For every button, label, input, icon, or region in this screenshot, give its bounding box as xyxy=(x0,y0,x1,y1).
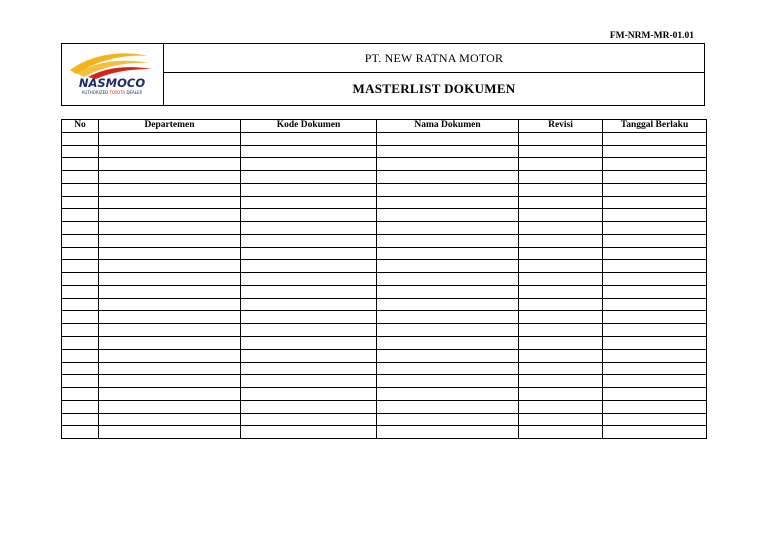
cell-departemen[interactable] xyxy=(99,260,241,273)
cell-nama-dokumen[interactable] xyxy=(377,413,519,426)
cell-departemen[interactable] xyxy=(99,171,241,184)
cell-revisi[interactable] xyxy=(519,132,603,145)
cell-no[interactable] xyxy=(62,158,99,171)
cell-revisi[interactable] xyxy=(519,171,603,184)
cell-kode-dokumen[interactable] xyxy=(241,132,377,145)
cell-tanggal-berlaku[interactable] xyxy=(603,273,707,286)
cell-tanggal-berlaku[interactable] xyxy=(603,362,707,375)
cell-nama-dokumen[interactable] xyxy=(377,196,519,209)
cell-no[interactable] xyxy=(62,349,99,362)
cell-kode-dokumen[interactable] xyxy=(241,388,377,401)
cell-no[interactable] xyxy=(62,388,99,401)
cell-nama-dokumen[interactable] xyxy=(377,285,519,298)
cell-no[interactable] xyxy=(62,260,99,273)
cell-revisi[interactable] xyxy=(519,247,603,260)
column-header-no: No xyxy=(62,120,99,133)
cell-kode-dokumen[interactable] xyxy=(241,375,377,388)
table-row xyxy=(62,196,707,209)
cell-no[interactable] xyxy=(62,400,99,413)
cell-no[interactable] xyxy=(62,222,99,235)
cell-no[interactable] xyxy=(62,132,99,145)
table-row xyxy=(62,158,707,171)
cell-nama-dokumen[interactable] xyxy=(377,260,519,273)
cell-kode-dokumen[interactable] xyxy=(241,337,377,350)
cell-nama-dokumen[interactable] xyxy=(377,158,519,171)
cell-kode-dokumen[interactable] xyxy=(241,145,377,158)
cell-nama-dokumen[interactable] xyxy=(377,375,519,388)
table-row xyxy=(62,222,707,235)
cell-nama-dokumen[interactable] xyxy=(377,324,519,337)
cell-departemen[interactable] xyxy=(99,400,241,413)
column-header-nama-dokumen: Nama Dokumen xyxy=(377,120,519,133)
cell-tanggal-berlaku[interactable] xyxy=(603,222,707,235)
table-row xyxy=(62,362,707,375)
cell-nama-dokumen[interactable] xyxy=(377,337,519,350)
cell-no[interactable] xyxy=(62,362,99,375)
cell-nama-dokumen[interactable] xyxy=(377,183,519,196)
table-row xyxy=(62,400,707,413)
cell-departemen[interactable] xyxy=(99,337,241,350)
cell-revisi[interactable] xyxy=(519,222,603,235)
cell-no[interactable] xyxy=(62,311,99,324)
cell-nama-dokumen[interactable] xyxy=(377,311,519,324)
cell-tanggal-berlaku[interactable] xyxy=(603,413,707,426)
cell-revisi[interactable] xyxy=(519,260,603,273)
table-header-row xyxy=(62,120,707,133)
cell-kode-dokumen[interactable] xyxy=(241,324,377,337)
cell-tanggal-berlaku[interactable] xyxy=(603,337,707,350)
cell-departemen[interactable] xyxy=(99,362,241,375)
cell-no[interactable] xyxy=(62,145,99,158)
table-row xyxy=(62,349,707,362)
cell-tanggal-berlaku[interactable] xyxy=(603,171,707,184)
cell-tanggal-berlaku[interactable] xyxy=(603,298,707,311)
table-row xyxy=(62,132,707,145)
cell-tanggal-berlaku[interactable] xyxy=(603,145,707,158)
column-header-revisi: Revisi xyxy=(519,120,603,133)
cell-no[interactable] xyxy=(62,337,99,350)
cell-revisi[interactable] xyxy=(519,209,603,222)
cell-no[interactable] xyxy=(62,285,99,298)
cell-revisi[interactable] xyxy=(519,375,603,388)
cell-departemen[interactable] xyxy=(99,388,241,401)
cell-no[interactable] xyxy=(62,324,99,337)
company-name: PT. NEW RATNA MOTOR xyxy=(164,44,704,73)
cell-kode-dokumen[interactable] xyxy=(241,298,377,311)
cell-kode-dokumen[interactable] xyxy=(241,158,377,171)
cell-tanggal-berlaku[interactable] xyxy=(603,132,707,145)
cell-revisi[interactable] xyxy=(519,145,603,158)
cell-kode-dokumen[interactable] xyxy=(241,171,377,184)
cell-revisi[interactable] xyxy=(519,388,603,401)
table-row xyxy=(62,311,707,324)
cell-tanggal-berlaku[interactable] xyxy=(603,311,707,324)
cell-kode-dokumen[interactable] xyxy=(241,311,377,324)
cell-no[interactable] xyxy=(62,196,99,209)
cell-nama-dokumen[interactable] xyxy=(377,426,519,439)
form-code: FM-NRM-MR-01.01 xyxy=(609,31,694,41)
table-row xyxy=(62,171,707,184)
table-row xyxy=(62,388,707,401)
cell-kode-dokumen[interactable] xyxy=(241,247,377,260)
cell-kode-dokumen[interactable] xyxy=(241,196,377,209)
cell-revisi[interactable] xyxy=(519,311,603,324)
cell-revisi[interactable] xyxy=(519,349,603,362)
table-row xyxy=(62,285,707,298)
cell-departemen[interactable] xyxy=(99,132,241,145)
cell-revisi[interactable] xyxy=(519,234,603,247)
cell-tanggal-berlaku[interactable] xyxy=(603,375,707,388)
cell-departemen[interactable] xyxy=(99,285,241,298)
cell-tanggal-berlaku[interactable] xyxy=(603,183,707,196)
table-row xyxy=(62,209,707,222)
cell-departemen[interactable] xyxy=(99,209,241,222)
cell-revisi[interactable] xyxy=(519,426,603,439)
cell-nama-dokumen[interactable] xyxy=(377,171,519,184)
cell-tanggal-berlaku[interactable] xyxy=(603,285,707,298)
cell-departemen[interactable] xyxy=(99,247,241,260)
cell-revisi[interactable] xyxy=(519,324,603,337)
cell-kode-dokumen[interactable] xyxy=(241,260,377,273)
cell-departemen[interactable] xyxy=(99,426,241,439)
cell-no[interactable] xyxy=(62,273,99,286)
cell-revisi[interactable] xyxy=(519,400,603,413)
column-header-departemen: Departemen xyxy=(99,120,241,133)
table-row xyxy=(62,273,707,286)
table-row xyxy=(62,337,707,350)
cell-revisi[interactable] xyxy=(519,285,603,298)
table-row xyxy=(62,145,707,158)
cell-departemen[interactable] xyxy=(99,349,241,362)
cell-departemen[interactable] xyxy=(99,183,241,196)
cell-tanggal-berlaku[interactable] xyxy=(603,400,707,413)
cell-no[interactable] xyxy=(62,171,99,184)
cell-no[interactable] xyxy=(62,183,99,196)
cell-revisi[interactable] xyxy=(519,413,603,426)
cell-nama-dokumen[interactable] xyxy=(377,145,519,158)
cell-nama-dokumen[interactable] xyxy=(377,298,519,311)
document-header xyxy=(61,43,705,106)
cell-kode-dokumen[interactable] xyxy=(241,362,377,375)
cell-nama-dokumen[interactable] xyxy=(377,234,519,247)
cell-departemen[interactable] xyxy=(99,145,241,158)
logo-cell xyxy=(62,44,164,105)
cell-departemen[interactable] xyxy=(99,196,241,209)
cell-kode-dokumen[interactable] xyxy=(241,400,377,413)
cell-nama-dokumen[interactable] xyxy=(377,247,519,260)
column-header-kode-dokumen: Kode Dokumen xyxy=(241,120,377,133)
cell-departemen[interactable] xyxy=(99,234,241,247)
cell-departemen[interactable] xyxy=(99,158,241,171)
cell-departemen[interactable] xyxy=(99,273,241,286)
masterlist-table xyxy=(61,119,707,439)
cell-no[interactable] xyxy=(62,375,99,388)
cell-tanggal-berlaku[interactable] xyxy=(603,349,707,362)
cell-no[interactable] xyxy=(62,234,99,247)
cell-tanggal-berlaku[interactable] xyxy=(603,196,707,209)
cell-tanggal-berlaku[interactable] xyxy=(603,247,707,260)
cell-departemen[interactable] xyxy=(99,222,241,235)
cell-nama-dokumen[interactable] xyxy=(377,209,519,222)
cell-revisi[interactable] xyxy=(519,183,603,196)
table-row xyxy=(62,298,707,311)
nasmoco-logo-icon xyxy=(62,44,163,105)
logo-tagline: AUTHORIZED TOYOTA DEALER xyxy=(81,90,143,95)
cell-kode-dokumen[interactable] xyxy=(241,183,377,196)
cell-departemen[interactable] xyxy=(99,298,241,311)
cell-departemen[interactable] xyxy=(99,375,241,388)
cell-kode-dokumen[interactable] xyxy=(241,234,377,247)
cell-kode-dokumen[interactable] xyxy=(241,209,377,222)
table-row xyxy=(62,413,707,426)
cell-no[interactable] xyxy=(62,247,99,260)
cell-kode-dokumen[interactable] xyxy=(241,222,377,235)
cell-revisi[interactable] xyxy=(519,196,603,209)
cell-kode-dokumen[interactable] xyxy=(241,349,377,362)
table-row xyxy=(62,183,707,196)
cell-revisi[interactable] xyxy=(519,298,603,311)
cell-tanggal-berlaku[interactable] xyxy=(603,209,707,222)
cell-revisi[interactable] xyxy=(519,273,603,286)
cell-departemen[interactable] xyxy=(99,413,241,426)
document-title: MASTERLIST DOKUMEN xyxy=(352,81,516,96)
cell-tanggal-berlaku[interactable] xyxy=(603,260,707,273)
cell-tanggal-berlaku[interactable] xyxy=(603,388,707,401)
cell-no[interactable] xyxy=(62,209,99,222)
cell-tanggal-berlaku[interactable] xyxy=(603,426,707,439)
cell-nama-dokumen[interactable] xyxy=(377,400,519,413)
cell-no[interactable] xyxy=(62,426,99,439)
cell-departemen[interactable] xyxy=(99,311,241,324)
table-row xyxy=(62,375,707,388)
table-row xyxy=(62,247,707,260)
cell-revisi[interactable] xyxy=(519,337,603,350)
cell-tanggal-berlaku[interactable] xyxy=(603,158,707,171)
cell-kode-dokumen[interactable] xyxy=(241,413,377,426)
cell-nama-dokumen[interactable] xyxy=(377,273,519,286)
table-row xyxy=(62,260,707,273)
cell-revisi[interactable] xyxy=(519,158,603,171)
cell-nama-dokumen[interactable] xyxy=(377,222,519,235)
cell-kode-dokumen[interactable] xyxy=(241,273,377,286)
cell-kode-dokumen[interactable] xyxy=(241,426,377,439)
cell-nama-dokumen[interactable] xyxy=(377,132,519,145)
cell-nama-dokumen[interactable] xyxy=(377,388,519,401)
cell-departemen[interactable] xyxy=(99,324,241,337)
cell-tanggal-berlaku[interactable] xyxy=(603,324,707,337)
table-row xyxy=(62,234,707,247)
cell-revisi[interactable] xyxy=(519,362,603,375)
table-row xyxy=(62,324,707,337)
table-body xyxy=(62,132,707,438)
cell-no[interactable] xyxy=(62,298,99,311)
cell-kode-dokumen[interactable] xyxy=(241,285,377,298)
cell-nama-dokumen[interactable] xyxy=(377,362,519,375)
cell-no[interactable] xyxy=(62,413,99,426)
cell-tanggal-berlaku[interactable] xyxy=(603,234,707,247)
logo-brand-text: NASMOCO xyxy=(78,76,146,90)
column-header-tanggal-berlaku: Tanggal Berlaku xyxy=(603,120,707,133)
cell-nama-dokumen[interactable] xyxy=(377,349,519,362)
table-row xyxy=(62,426,707,439)
